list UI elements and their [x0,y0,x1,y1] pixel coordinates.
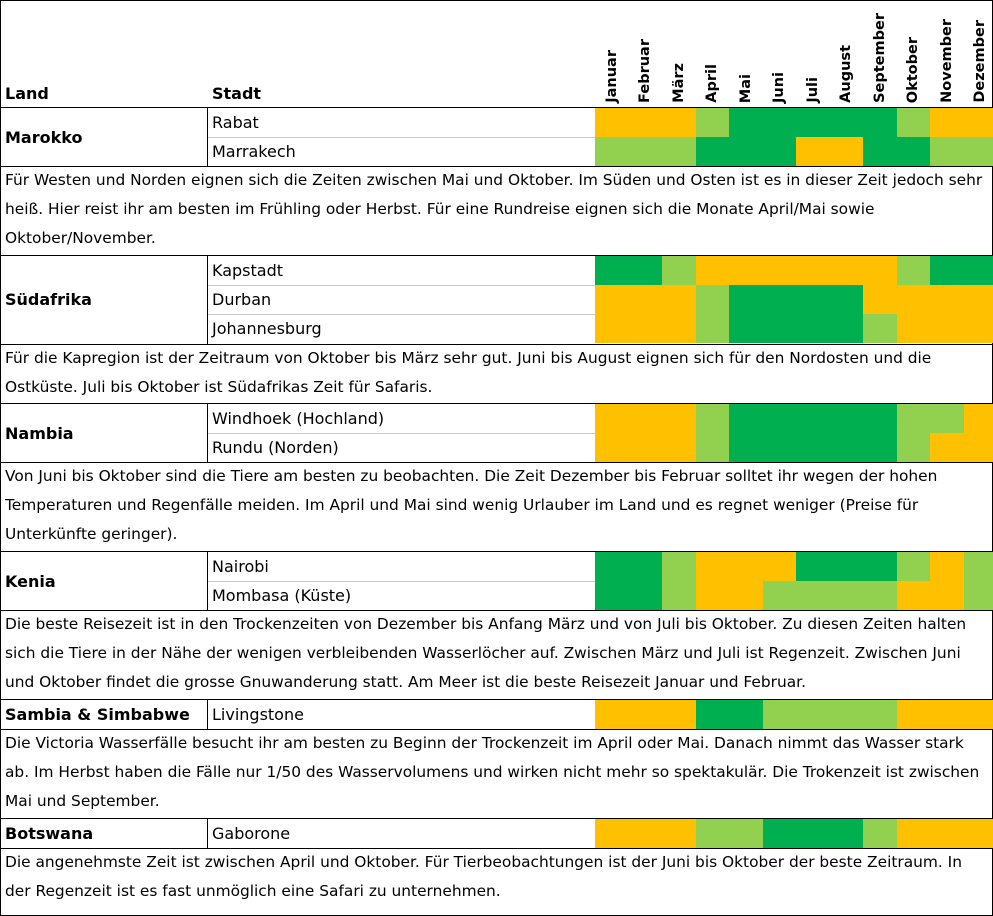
month-header [830,7,863,103]
heat-cell [930,700,964,729]
heat-cell [729,404,763,433]
month-label: Januar [603,50,620,103]
heat-cell [930,819,964,848]
heat-cell [796,433,830,462]
city-name: Rundu (Norden) [212,438,339,458]
month-label: Februar [637,39,653,103]
heat-cell [796,137,830,166]
heat-cell [830,404,864,433]
heat-cell [662,552,696,581]
country-name: Marokko [5,127,83,147]
heat-cell [930,581,964,610]
heat-cell [629,256,663,285]
month-label: Juni [771,71,787,103]
heat-cell [964,256,993,285]
heat-cell [595,700,629,729]
month-label: Mai [737,73,754,103]
header-land: Land [5,84,49,103]
heat-cell [662,700,696,729]
heat-cell [763,108,797,137]
heat-cell [930,285,964,314]
heat-cell [729,581,763,610]
month-header [595,7,628,103]
heat-cell [629,285,663,314]
heat-cell [595,285,629,314]
heat-cell [763,552,797,581]
column-divider [207,552,208,610]
heat-cell [796,581,830,610]
heat-cell [863,404,897,433]
heat-cell [595,314,629,343]
heat-cell [696,552,730,581]
heat-cell [796,404,830,433]
heat-cell [863,285,897,314]
month-label: Dezember [972,20,988,103]
city-name: Kapstadt [212,261,284,280]
heat-cell [629,700,663,729]
heat-cell [863,700,897,729]
heat-cell [696,404,730,433]
month-header [662,7,695,103]
heat-cell [897,819,931,848]
heat-cell [863,108,897,137]
month-header [964,7,993,103]
heat-cell [629,433,663,462]
month-label: September [871,13,888,103]
heat-cell [830,819,864,848]
heat-cell [662,108,696,137]
heat-cell [763,137,797,166]
month-header [930,7,963,103]
heat-cell [897,256,931,285]
heat-cell [629,819,663,848]
city-name: Johannesburg [212,319,322,339]
heat-cell [830,108,864,137]
heat-cell [595,256,629,285]
city-name: Nairobi [212,557,269,576]
heat-cell [662,256,696,285]
month-label: Juli [804,77,821,103]
header-stadt: Stadt [212,84,262,103]
heat-cell [696,108,730,137]
heat-cell [595,137,629,166]
heat-cell [729,433,763,462]
column-divider [207,108,208,166]
country-note: Für die Kapregion ist der Zeitraum von Oktober bis März sehr gut. Juni bis August eignen sich für den Nordosten und die Ostküste. Juli bis Oktober ist Südafrikas Zeit für Safaris. [5,348,932,396]
heat-cell [696,819,730,848]
month-header [763,7,796,103]
heat-cell [763,404,797,433]
country-note: Die beste Reisezeit ist in den Trockenzeiten von Dezember bis Anfang März und von Juli bis Oktober. Zu diesen Zeiten halten sich die Tiere in der Nähe der wenigen verbleibenden Wasserlöcher auf. Zwischen März und Juli ist Regenzeit. Zwischen Juni und Oktober findet die grosse Gnuwanderung statt. Am Meer ist die beste Reisezeit Januar und Februar. [5,615,967,692]
country-name: Sambia & Simbabwe [5,705,190,725]
heat-cell [930,256,964,285]
country-note: Die angenehmste Zeit ist zwischen April und Oktober. Für Tierbeobachtungen ist der Juni bis Oktober der beste Zeitraum. In der Regenzeit ist es fast unmöglich eine Safari zu unternehmen. [5,853,962,900]
heat-cell [729,285,763,314]
city-name: Windhoek (Hochland) [212,409,385,428]
heat-cell [729,256,763,285]
heat-cell [629,552,663,581]
heat-cell [830,285,864,314]
heat-cell [595,404,629,433]
heat-cell [863,433,897,462]
month-label: November [938,19,955,103]
heat-cell [796,256,830,285]
heat-cell [830,552,864,581]
column-divider [207,404,208,462]
heat-cell [729,314,763,343]
heat-cell [696,700,730,729]
heat-cell [595,581,629,610]
heat-cell [930,108,964,137]
country-note: Von Juni bis Oktober sind die Tiere am besten zu beobachten. Die Zeit Dezember bis Februar solltet ihr wegen der hohen Temperaturen und Regenfälle meiden. Im April und Mai sind wenig Urlauber im Land und es regnet weniger (Preise für Unterkünfte geringer). [5,467,938,544]
city-name: Livingstone [212,705,304,724]
heat-cell [964,819,993,848]
country-note: Die Victoria Wasserfälle besucht ihr am besten zu Beginn der Trockenzeit im April oder Mai. Danach nimmt das Wasser stark ab. Im Herbst haben die Fälle nur 1/50 des Wasservolumens und wirken nicht mehr so spektakulär. Die Trokenzeit ist zwischen Mai und September. [5,734,980,811]
heat-cell [796,552,830,581]
heat-cell [729,108,763,137]
heat-cell [863,137,897,166]
column-divider [207,700,208,729]
heat-cell [763,314,797,343]
heat-cell [662,819,696,848]
heat-cell [930,404,964,433]
heat-cell [629,137,663,166]
heat-cell [964,581,993,610]
heat-cell [796,314,830,343]
heat-cell [696,314,730,343]
month-label: August [838,45,854,103]
heat-cell [763,256,797,285]
month-header [696,7,729,103]
heat-cell [595,552,629,581]
heat-cell [763,700,797,729]
heat-cell [763,433,797,462]
heat-cell [629,108,663,137]
city-name: Mombasa (Küste) [212,586,352,606]
month-header [897,7,930,103]
heat-cell [897,404,931,433]
heat-cell [696,285,730,314]
column-divider [207,256,208,344]
heat-cell [897,137,931,166]
heat-cell [662,433,696,462]
heat-cell [830,581,864,610]
month-header [796,7,829,103]
heat-cell [964,108,993,137]
heat-cell [796,285,830,314]
heat-cell [763,285,797,314]
heat-cell [830,137,864,166]
heat-cell [964,433,993,462]
country-name: Nambia [5,423,74,443]
heat-cell [796,700,830,729]
heat-cell [796,819,830,848]
heat-cell [863,256,897,285]
heat-cell [964,700,993,729]
heat-cell [763,581,797,610]
heat-cell [796,108,830,137]
heat-cell [897,108,931,137]
column-divider [207,819,208,848]
heat-cell [897,581,931,610]
heat-cell [729,700,763,729]
heat-cell [964,137,993,166]
month-header [729,7,762,103]
heat-cell [729,552,763,581]
heat-cell [863,314,897,343]
heat-cell [930,552,964,581]
heat-cell [830,256,864,285]
heat-cell [897,700,931,729]
month-label: März [670,63,687,103]
heat-cell [729,819,763,848]
heat-cell [729,137,763,166]
heat-cell [629,314,663,343]
heat-cell [662,581,696,610]
heat-cell [830,700,864,729]
heat-cell [863,552,897,581]
heat-cell [863,819,897,848]
heat-cell [595,433,629,462]
heat-cell [863,581,897,610]
heat-cell [629,581,663,610]
city-name: Marrakech [212,142,296,162]
city-name: Rabat [212,113,259,132]
heat-cell [662,137,696,166]
country-name: Südafrika [5,290,92,310]
country-name: Botswana [5,823,94,843]
heat-cell [696,137,730,166]
city-name: Durban [212,290,272,310]
heat-cell [930,433,964,462]
heat-cell [964,552,993,581]
month-label: Oktober [905,36,921,103]
heat-cell [696,256,730,285]
heat-cell [964,285,993,314]
heat-cell [897,285,931,314]
heat-cell [930,314,964,343]
heat-cell [662,404,696,433]
heat-cell [595,819,629,848]
heat-cell [897,433,931,462]
heat-cell [897,552,931,581]
country-name: Kenia [5,571,56,591]
heat-cell [696,433,730,462]
country-note: Für Westen und Norden eignen sich die Zeiten zwischen Mai und Oktober. Im Süden und Osten ist es in dieser Zeit jedoch sehr heiß. Hier reist ihr am besten im Frühling oder Herbst. Für eine Rundreise eignen sich die Monate April/Mai sowie Oktober/November. [5,171,983,248]
month-label: April [704,64,720,103]
heat-cell [964,404,993,433]
heat-cell [662,285,696,314]
heat-cell [897,314,931,343]
heat-cell [629,404,663,433]
heat-cell [763,819,797,848]
month-header [863,7,896,103]
heat-cell [930,137,964,166]
heat-cell [964,314,993,343]
heat-cell [595,108,629,137]
city-name: Gaborone [212,823,291,843]
month-header [629,7,662,103]
heat-cell [696,581,730,610]
heat-cell [830,433,864,462]
heat-cell [662,314,696,343]
heat-cell [830,314,864,343]
